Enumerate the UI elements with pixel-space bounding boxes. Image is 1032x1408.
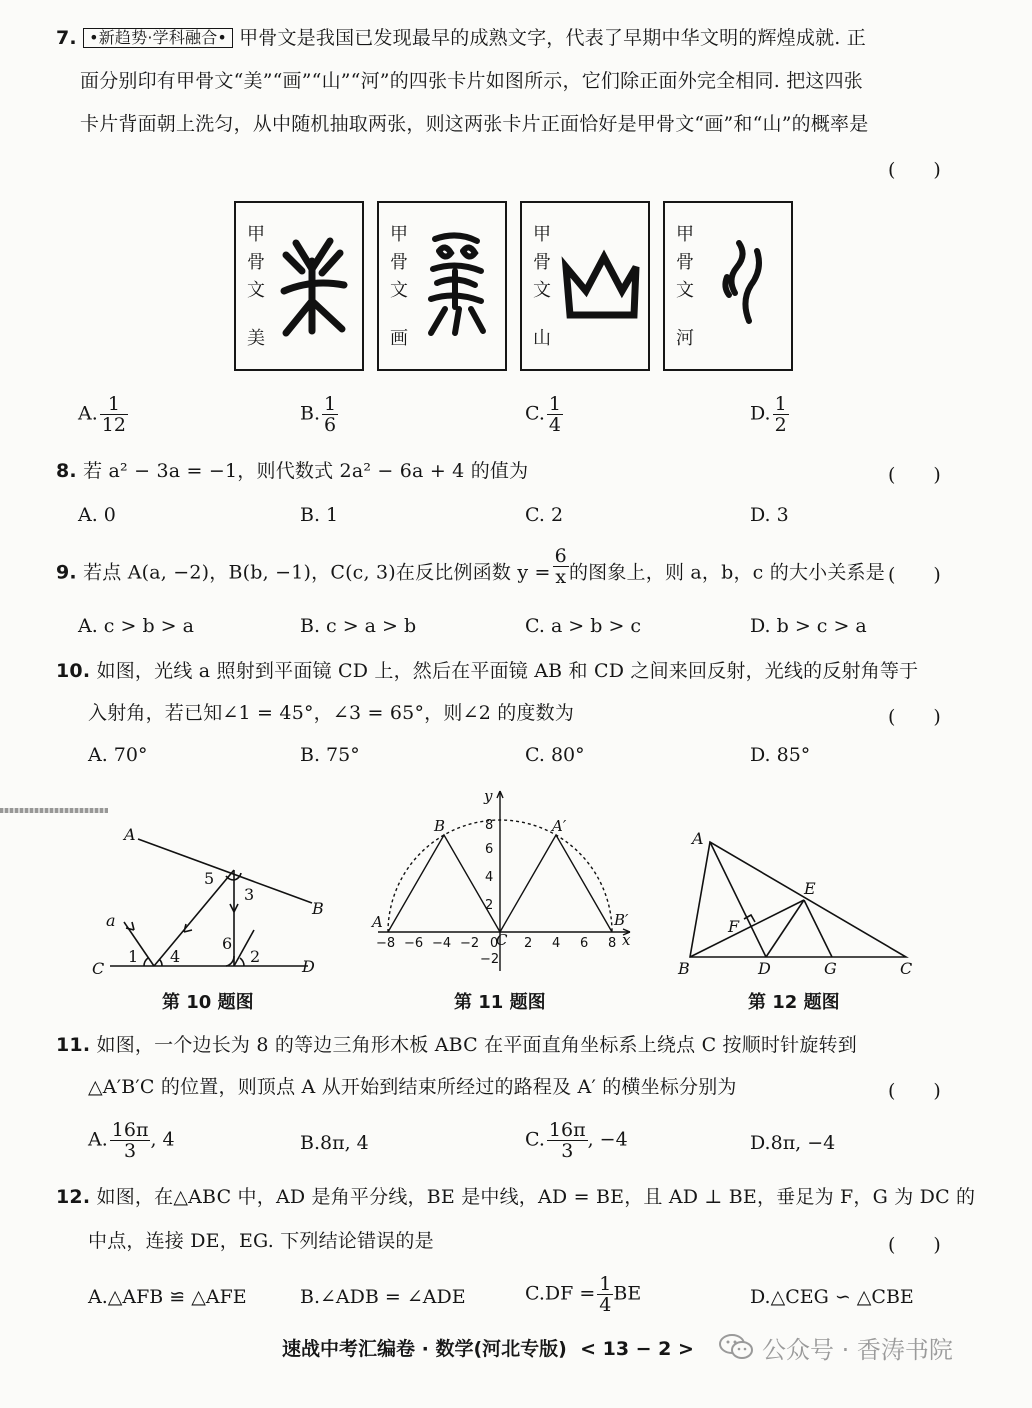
q11-option-c[interactable]: C. $\frac{16\pi}{3}$ , −4 — [525, 1119, 628, 1162]
q11-answer-paren: ( ) — [888, 1080, 941, 1102]
svg-text:−4: −4 — [432, 936, 452, 951]
q10-option-b[interactable]: B. 75° — [300, 744, 360, 766]
q8-stem — [56, 460, 528, 482]
q9-number: 9. — [56, 561, 77, 584]
q7-line3: 卡片背面朝上洗匀，从中随机抽取两张，则这两张卡片正面恰好是甲骨文“画”和“山”的概率是 — [80, 113, 869, 135]
q9-answer-paren: ( ) — [888, 564, 941, 586]
segment-eg — [804, 900, 832, 957]
q9-option-b[interactable]: B. c > a > b — [300, 615, 417, 637]
q9-option-d[interactable]: D. b > c > a — [750, 615, 867, 637]
q8-number: 8. — [56, 460, 77, 482]
q7-option-b[interactable]: B. $\frac{1}{6}$ — [300, 393, 337, 436]
q11-option-a[interactable]: A. $\frac{16\pi}{3}$ , 4 — [88, 1119, 175, 1162]
q7-text-1: 甲骨文是我国已发现最早的成熟文字，代表了早期中华文明的辉煌成就. 正 — [239, 27, 866, 49]
q9-option-a[interactable]: A. c > b > a — [78, 615, 194, 637]
figure-12 — [676, 822, 926, 982]
q12-number: 12. — [56, 1186, 91, 1208]
q9-fraction: $\frac{6}{x}$ — [554, 545, 567, 588]
q11-number: 11. — [56, 1034, 91, 1056]
svg-text:−2: −2 — [460, 936, 480, 951]
svg-text:6: 6 — [580, 936, 589, 951]
svg-text:0: 0 — [490, 936, 499, 951]
scan-artifact — [0, 808, 108, 813]
fig12-label-d: D — [758, 959, 771, 978]
q10-answer-paren: ( ) — [888, 706, 941, 728]
q8-option-b[interactable]: B. 1 — [300, 504, 339, 526]
footer-page-number: < 13 − 2 > — [580, 1338, 694, 1360]
q7-number: 7. — [56, 27, 77, 49]
q9-stem — [56, 545, 885, 588]
angle-arc-4 — [159, 959, 162, 966]
segment-de — [766, 900, 804, 957]
fig10-label-ray-a: a — [106, 911, 116, 930]
angle-arc-1 — [144, 958, 148, 966]
q7-answer-paren: ( ) — [888, 159, 941, 181]
q10-option-d[interactable]: D. 85° — [750, 744, 811, 766]
fig10-label-a-point: A — [124, 825, 136, 844]
fig10-caption: 第 10 题图 — [162, 992, 254, 1013]
q12-option-c[interactable]: C.DF = $\frac{1}{4}$ BE — [525, 1273, 642, 1316]
svg-text:−6: −6 — [404, 936, 424, 951]
fig10-label-4: 4 — [170, 947, 181, 966]
q10-line1 — [56, 660, 918, 682]
oracle-he-glyph — [701, 221, 785, 351]
fig11-point-a: A — [372, 913, 383, 931]
q7-option-d[interactable]: D. $\frac{1}{2}$ — [750, 393, 787, 436]
fig12-label-g: G — [824, 959, 837, 978]
angle-arc-2 — [240, 958, 244, 966]
q8-option-a[interactable]: A. 0 — [78, 504, 116, 526]
fig12-label-f: F — [728, 917, 740, 936]
svg-text:4: 4 — [485, 870, 494, 885]
segment-be — [690, 900, 804, 957]
card-hua-label: 甲 骨 文 画 — [390, 224, 408, 349]
q11-line1 — [56, 1034, 857, 1056]
figure-11 — [366, 785, 642, 980]
q12-option-b[interactable]: B.∠ADB = ∠ADE — [300, 1286, 466, 1308]
card-mei — [234, 201, 364, 371]
oracle-mei-glyph — [272, 221, 356, 351]
fig11-point-b2: B′ — [614, 911, 629, 929]
card-mei-label: 甲 骨 文 美 — [247, 224, 265, 349]
q8-answer-paren: ( ) — [888, 464, 941, 486]
fig10-label-c: C — [92, 959, 105, 978]
fig10-label-b: B — [312, 899, 324, 918]
q12-text-1: 如图，在△ABC 中，AD 是角平分线，BE 是中线，AD = BE，且 AD ⊥ BE，垂足为 F，G 为 DC 的 — [96, 1186, 976, 1208]
q12-option-a[interactable]: A.△AFB ≌ △AFE — [88, 1286, 247, 1308]
card-shan-label: 甲 骨 文 山 — [533, 224, 551, 349]
watermark: 公众号 · 香涛书院 — [762, 1336, 953, 1364]
fig12-label-e: E — [804, 879, 816, 898]
card-shan — [520, 201, 650, 371]
fig11-point-b: B — [434, 817, 446, 835]
q12-line1 — [56, 1186, 975, 1208]
fig12-label-a: A — [692, 829, 704, 848]
svg-text:2: 2 — [485, 898, 494, 913]
q10-option-c[interactable]: C. 80° — [525, 744, 585, 766]
fig11-axis-y: y — [484, 787, 493, 805]
fig12-label-c: C — [900, 959, 913, 978]
card-he — [663, 201, 793, 371]
fig11-axis-x: x — [622, 931, 631, 949]
triangle-abc — [388, 835, 500, 932]
q8-option-d[interactable]: D. 3 — [750, 504, 789, 526]
svg-text:4: 4 — [552, 936, 561, 951]
fig10-label-5: 5 — [204, 869, 215, 888]
angle-arc-6 — [226, 956, 234, 966]
wechat-icon — [718, 1332, 754, 1362]
svg-text:8: 8 — [485, 818, 494, 833]
figure-10 — [80, 818, 340, 983]
svg-text:2: 2 — [524, 936, 533, 951]
oracle-shan-glyph — [558, 221, 642, 351]
svg-text:−8: −8 — [376, 936, 396, 951]
fig11-caption: 第 11 题图 — [454, 992, 546, 1013]
q11-text-1: 如图，一个边长为 8 的等边三角形木板 ABC 在平面直角坐标系上绕点 C 按顺时针旋转到 — [96, 1034, 857, 1056]
card-hua — [377, 201, 507, 371]
q12-option-d[interactable]: D.△CEG ∽ △CBE — [750, 1286, 914, 1308]
q9-text-before: 若点 A(a, −2)，B(b, −1)，C(c, 3)在反比例函数 y = — [83, 561, 551, 584]
fig10-label-6: 6 — [222, 934, 233, 953]
page-footer — [282, 1334, 694, 1361]
q11-option-d[interactable]: D.8π, −4 — [750, 1132, 836, 1154]
q7-line2: 面分别印有甲骨文“美”“画”“山”“河”的四张卡片如图所示，它们除正面外完全相同. 把这四张 — [80, 70, 863, 92]
fig10-label-3: 3 — [244, 885, 255, 904]
fig10-label-d: D — [302, 957, 315, 976]
svg-text:6: 6 — [485, 842, 494, 857]
mirror-ab — [138, 839, 312, 903]
q11-option-b[interactable]: B.8π, 4 — [300, 1132, 369, 1154]
fig12-label-b: B — [678, 959, 690, 978]
q7-tag: •新趋势·学科融合• — [83, 28, 233, 48]
q8-option-c[interactable]: C. 2 — [525, 504, 564, 526]
q10-number: 10. — [56, 660, 91, 682]
q12-line2: 中点，连接 DE，EG. 下列结论错误的是 — [88, 1230, 434, 1252]
triangle-a2b2c — [500, 835, 612, 932]
q7-option-a[interactable]: A. $\frac{1}{12}$ — [78, 393, 126, 436]
q10-text-1: 如图，光线 a 照射到平面镜 CD 上，然后在平面镜 AB 和 CD 之间来回反射，光线的反射角等于 — [96, 660, 919, 682]
q7-option-c[interactable]: C. $\frac{1}{4}$ — [525, 393, 561, 436]
q7-line1 — [56, 27, 866, 49]
triangle-abc-12 — [690, 842, 906, 957]
oracle-hua-glyph — [415, 221, 499, 351]
q11-line2: △A′B′C 的位置，则顶点 A 从开始到结束所经过的路程及 A′ 的横坐标分别为 — [88, 1076, 737, 1098]
svg-text:−2: −2 — [480, 952, 500, 967]
fig11-point-a2: A′ — [552, 817, 567, 835]
q9-option-c[interactable]: C. a > b > c — [525, 615, 642, 637]
fig11-point-c: C — [496, 931, 508, 949]
q10-option-a[interactable]: A. 70° — [88, 744, 148, 766]
q9-text-after: 的图象上，则 a，b，c 的大小关系是 — [568, 561, 885, 584]
q8-text: 若 a² − 3a = −1，则代数式 2a² − 6a + 4 的值为 — [83, 460, 529, 482]
fig12-caption: 第 12 题图 — [748, 992, 840, 1013]
footer-title: 速战中考汇编卷 · 数学(河北专版) — [282, 1338, 567, 1360]
fig10-label-1: 1 — [128, 947, 139, 966]
q12-answer-paren: ( ) — [888, 1234, 941, 1256]
card-he-label: 甲 骨 文 河 — [676, 224, 694, 349]
fig10-label-2: 2 — [250, 947, 261, 966]
svg-text:8: 8 — [608, 936, 617, 951]
q10-line2: 入射角，若已知∠1 = 45°，∠3 = 65°，则∠2 的度数为 — [88, 702, 575, 724]
